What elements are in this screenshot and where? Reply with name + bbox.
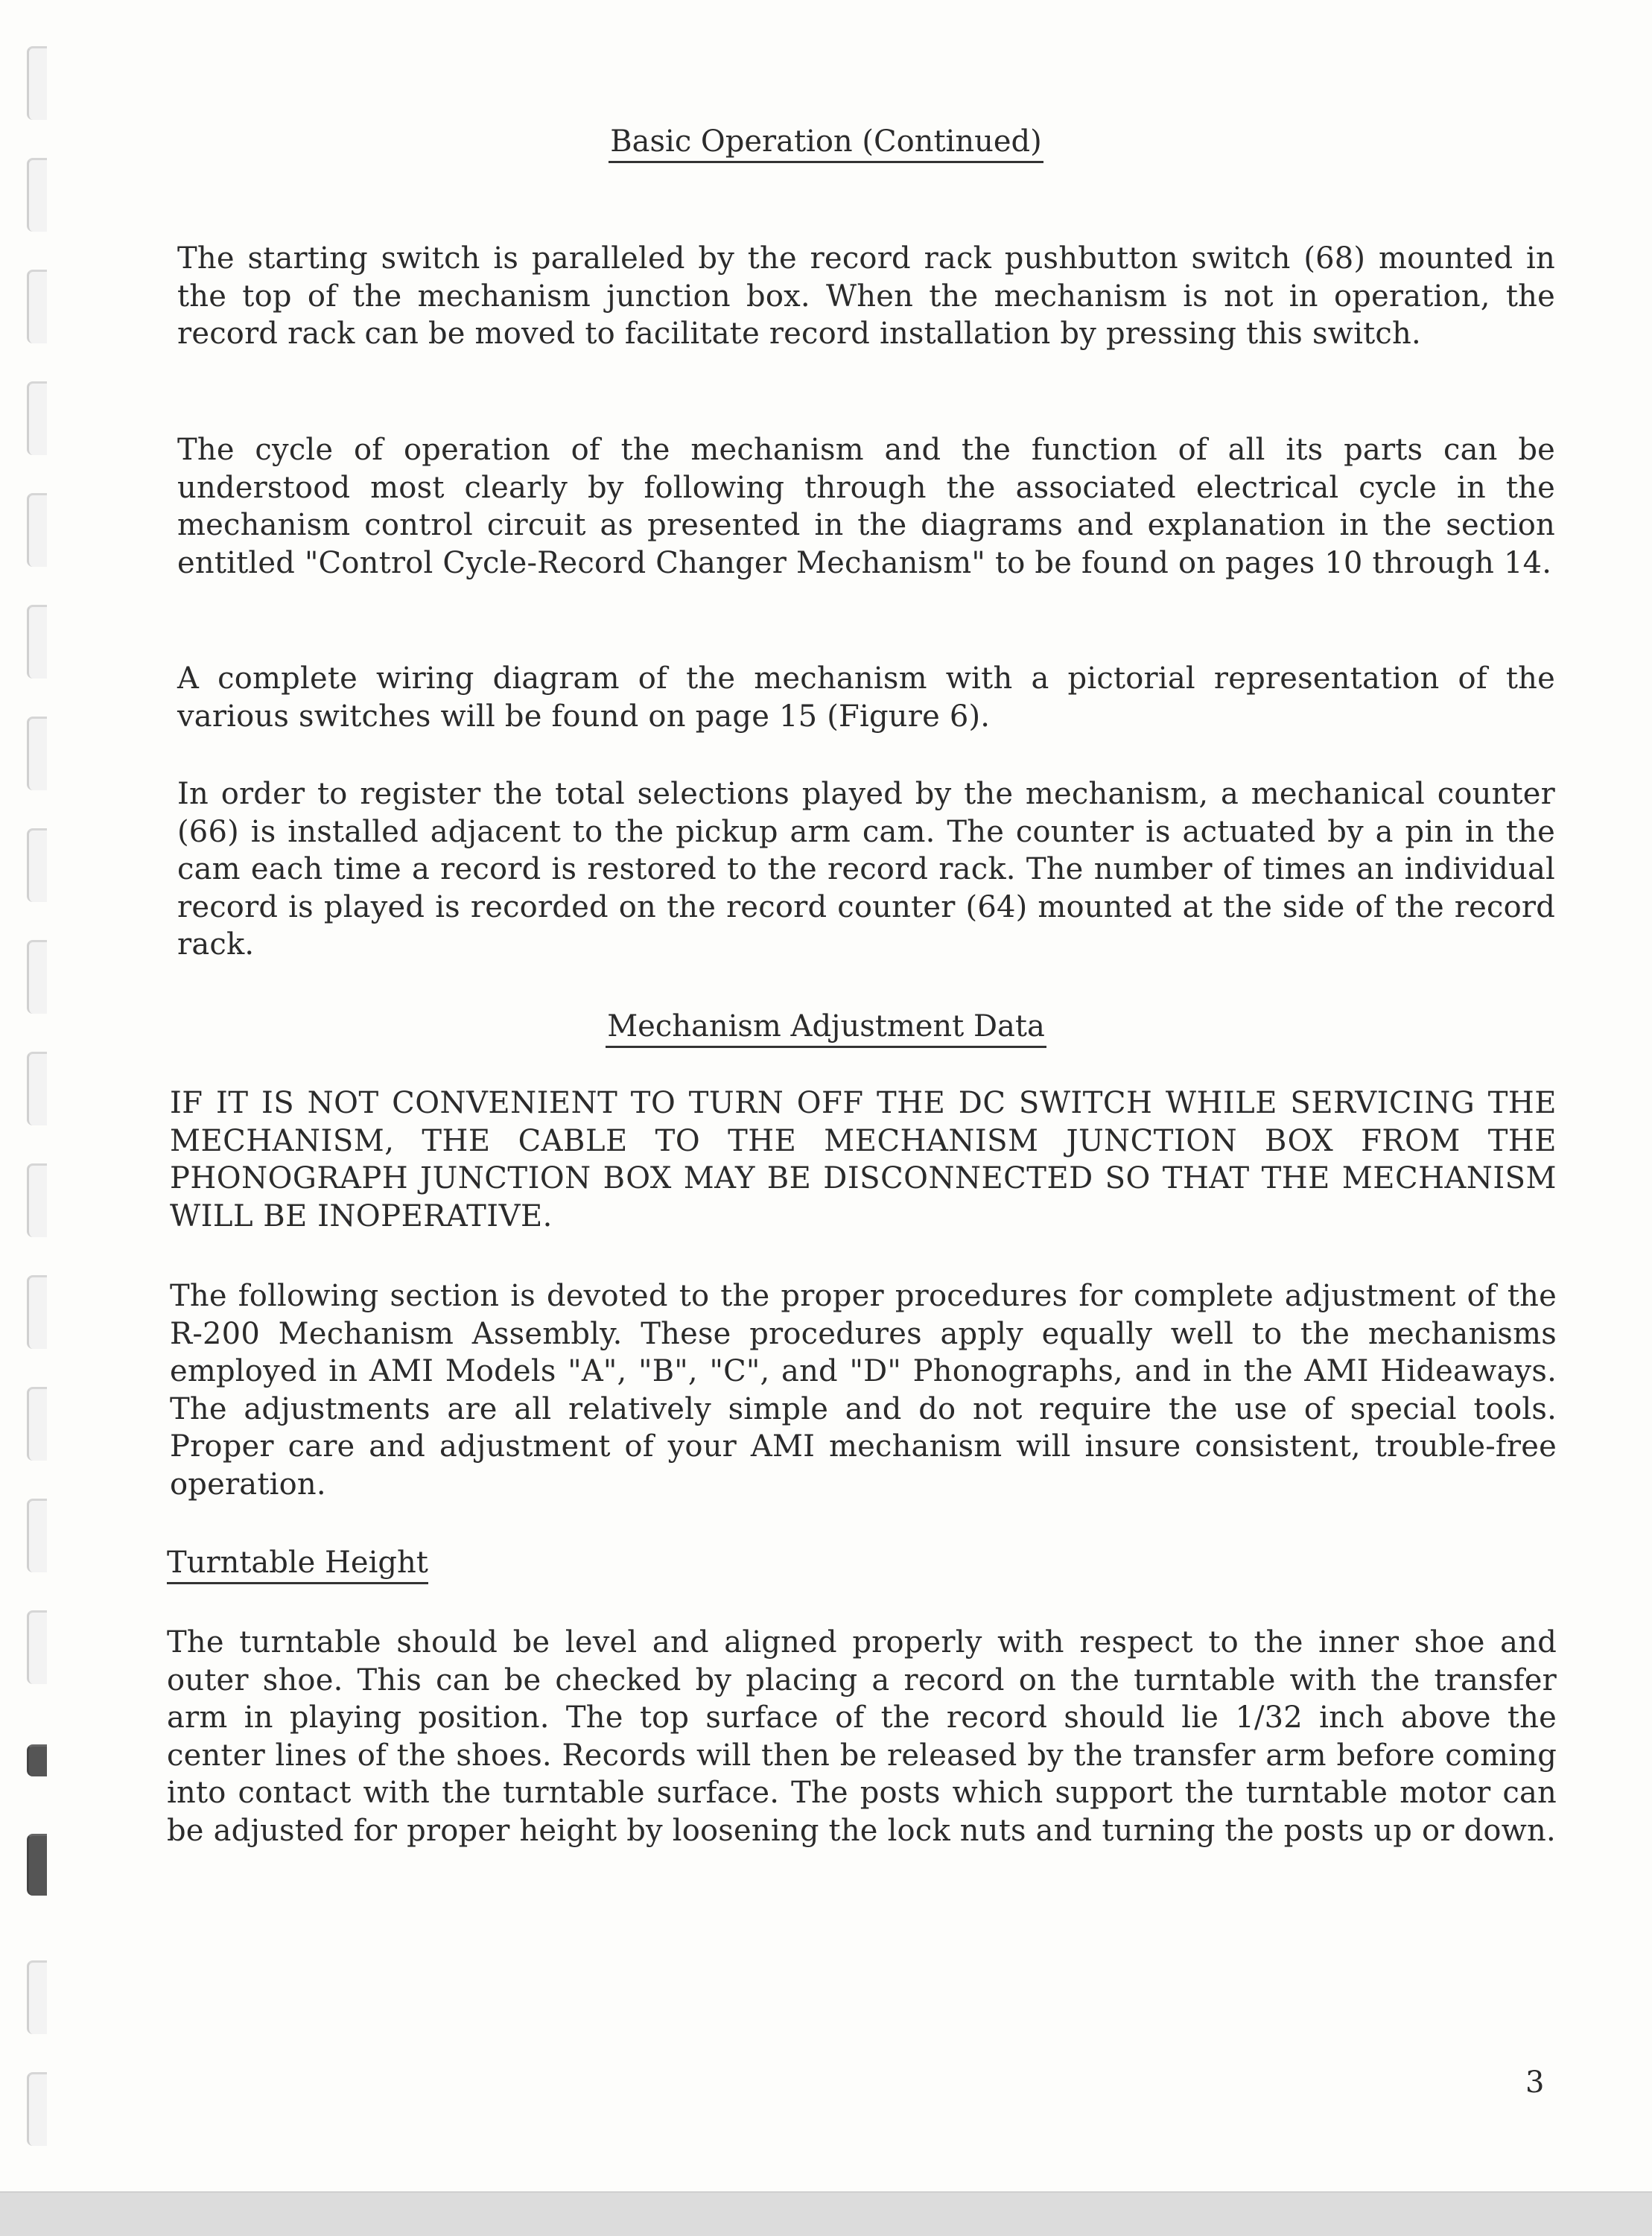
binder-hole [27, 2072, 47, 2146]
binder-hole [27, 1960, 47, 2034]
binder-hole [27, 1610, 47, 1684]
paragraph: A complete wiring diagram of the mechanism with a pictorial representation of the various switches will be found on page 15 (Figure 6). [177, 661, 1555, 734]
binder-hole [27, 1275, 47, 1349]
binder-hole [27, 940, 47, 1014]
binder-hole [27, 158, 47, 232]
section-heading-text: Mechanism Adjustment Data [606, 1009, 1046, 1048]
paragraph: In order to register the total selections played by the mechanism, a mechanical counter (66) is installed adjacent to the pickup arm cam. The counter is actuated by a pin in the cam each time a record is restored to the record rack. The number of times an individual record is played is recorded on the record counter (64) mounted at the side of the record rack. [177, 777, 1555, 962]
paragraph: The cycle of operation of the mechanism and the function of all its parts can be understood most clearly by following through the associated electrical cycle in the mechanism control circuit as presented in the diagrams and explanation in the section entitled "Control Cycle-Record Changer Mechanism" to be found on pages 10 through 14. [177, 433, 1555, 580]
paragraph: The following section is devoted to the proper procedures for complete adjustment of the R-200 Mechanism Assembly. These procedures apply equally well to the mechanisms employed in AMI Models "A", "B", "C", and "D" Phonographs, and in the AMI Hideaways. The adjustments are all relatively simple and do not require the use of special tools. Proper care and adjustment of your AMI mechanism will insure consistent, trouble-free operation. [170, 1279, 1557, 1502]
paragraph: The starting switch is paralleled by the record rack pushbutton switch (68) mounted in the top of the mechanism junction box. When the mechanism is not in operation, the record rack can be moved to facilitate record installation by pressing this switch. [177, 241, 1555, 351]
binder-hole [27, 270, 47, 343]
subsection-heading-text: Turntable Height [167, 1545, 428, 1584]
section-heading [0, 124, 1652, 163]
binder-hole [27, 1499, 47, 1572]
binder-hole [27, 1387, 47, 1461]
page-number: 3 [1525, 2065, 1545, 2100]
binder-hole [27, 493, 47, 567]
scan-background [0, 2191, 1652, 2236]
binder-hole [27, 828, 47, 902]
binder-hole [27, 1744, 47, 1776]
binder-hole [27, 1834, 47, 1896]
binder-hole [27, 605, 47, 679]
binder-hole [27, 381, 47, 455]
binder-hole [27, 1163, 47, 1237]
paragraph: The turntable should be level and aligned properly with respect to the inner shoe and outer shoe. This can be checked by placing a record on the turntable with the transfer arm in playing position. The top surface of the record should lie 1/32 inch above the center lines of the shoes. Records will then be released by the transfer arm before coming into contact with the turntable surface. The posts which support the turntable motor can be adjusted for proper height by loosening the lock nuts and turning the posts up or down. [167, 1625, 1557, 1848]
binder-hole [27, 717, 47, 790]
section-heading [0, 1009, 1652, 1048]
subsection-heading [167, 1545, 428, 1584]
binder-hole [27, 46, 47, 120]
binder-hole [27, 1052, 47, 1125]
binder-holes [24, 0, 54, 2191]
warning-notice: IF IT IS NOT CONVENIENT TO TURN OFF THE DC SWITCH WHILE SERVICING THE MECHANISM, THE CABLE TO THE MECHANISM JUNCTION BOX FROM THE PHONOGRAPH JUNCTION BOX MAY BE DISCONNECTED SO THAT THE MECHANISM WILL BE INOPERATIVE. [170, 1086, 1557, 1233]
section-heading-text: Basic Operation (Continued) [609, 124, 1043, 163]
